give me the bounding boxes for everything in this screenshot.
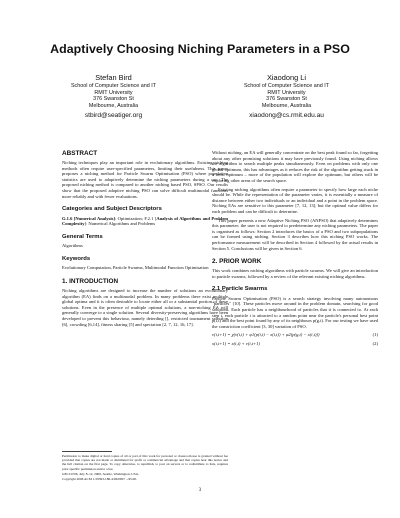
introduction-paragraph: Niching algorithms are designed to increase the number of solutions an evolutionary algorithm (EA) finds on a multimodal problem. In many problems there exist multiple global optima and it is often desirable to locate either all or a substantial portion of these solutions. Even in the presence of multiple optimal solutions, a non-niching EA will generally converge to a single solution. Several diversity-preserving algorithms have been developed to prevent this behaviour, namely deterding [], restricted tournament selection [6], crowding [6,14], fitness sharing [5] and speciation [2, 7, 12, 16, 17]. bbox=[62, 288, 228, 327]
author-affiliation-line: 376 Swanston St bbox=[266, 96, 307, 103]
author-affiliation-line: School of Computer Science and IT bbox=[243, 83, 330, 89]
author-affiliation-line: RMIT University bbox=[267, 89, 306, 96]
right-column bbox=[212, 150, 378, 350]
abstract-heading: ABSTRACT bbox=[62, 150, 98, 157]
venue-text: GECCO'06, July 8–12, 2006, Seattle, Washington, USA. bbox=[62, 471, 139, 476]
introduction-heading: 1. INTRODUCTION bbox=[62, 278, 119, 286]
footnote-rule bbox=[62, 451, 112, 452]
keywords-heading: Keywords bbox=[62, 255, 91, 262]
equation-number: (1) bbox=[372, 332, 378, 338]
equation-number: (2) bbox=[372, 341, 378, 347]
author-email: xiaodong@cs.rmit.edu.au bbox=[249, 111, 324, 119]
paper-title: Adaptively Choosing Niching Parameters in a PSO bbox=[50, 42, 350, 56]
equation-body: x(i,t+1) = x(i,t) + v(i,t+1) bbox=[212, 341, 260, 347]
equation-body: v(i,t+1) = χ(v(i,t) + φ1(p(i,t) − x(i,t)) + φ2(p(g,t) − x(i,t))) bbox=[212, 332, 320, 338]
equation-1 bbox=[212, 332, 378, 341]
author-affiliation-line: School of Computer Science and IT bbox=[70, 83, 157, 89]
keywords-text: Evolutionary Computation, Particle Swarms, Multimodal Function Optimisation bbox=[62, 265, 209, 271]
copyright-text: Copyright 2006 ACM 1-59593-186-4/06/0007 ...$5.00. bbox=[62, 477, 137, 482]
general-terms-text: Algorithms bbox=[62, 243, 83, 249]
copyright-footnote bbox=[62, 451, 228, 482]
ccs-primary-rest: : Optimization; F.2.1 [ bbox=[114, 215, 157, 221]
categories-text bbox=[62, 216, 228, 227]
author-email: stbird@seatiger.org bbox=[84, 111, 143, 119]
page-number: 3 bbox=[198, 488, 202, 493]
ccs-primary: G.1.6 [Numerical Analysis] bbox=[62, 215, 115, 221]
author-name: Stefan Bird bbox=[95, 73, 132, 82]
author-affiliation-line: Melbourne, Australia bbox=[261, 103, 312, 110]
introduction-paragraph: Existing niching algorithms often require a parameter to specify how large each niche should be. While the representation of the parameter varies, it is essentially a measure of distance between either two individuals or an individual and a point in the problem space. Niching EAs are sensitive to this parameter [7, 12, 13], but the optimal value differs for each problem and can be difficult to determine. bbox=[212, 186, 378, 214]
ccs-secondary: Analysis of Algorithms and Problem Complexity bbox=[62, 215, 228, 227]
permission-text: Permission to make digital or hard copies of all or part of this work for personal or classroom use is granted without fee provided that copies are not made or distributed for profit or commercial advantage and that copies bear this notice and the full citation on the first page. To copy otherwise, to republish, to post on servers or to redistribute to lists, requires prior specific permission and/or a fee. bbox=[62, 454, 228, 471]
ccs-secondary-rest: ]: Numerical Algorithms and Problems bbox=[84, 221, 156, 227]
author-affiliation-line: Melbourne, Australia bbox=[88, 103, 139, 110]
general-terms-heading: General Terms bbox=[62, 233, 103, 240]
particle-swarms-text: Particle Swarm Optimisation (PSO) is a search strategy involving many autonomous "particles" [10]. These particles move around in the problem domain, searching for good solutions. Each particle has a neighbourhood of particles that it is connected to. At each step t, each particle i is attracted to a random point near the particle's personal best point p(i,t) and the best point found by any of its neighbours p(g,t). For our testing we have used the constriction coefficient [3, 30] variation of PSO. bbox=[212, 295, 378, 329]
abstract-text: Niching techniques play an important role in evolutionary algorithms. Existing niching methods often require user-specified parameters, limiting their usefulness. This paper proposes a niching method for Particle Swarm Optimisation (PSO) where population statistics are used to adaptively determine the niching parameters during a run. The proposed niching method is compared to another niching based PSO, SPSO. Our results show that the proposed adaptive niching PSO can solve difficult multimodal functions more reliably and with fewer evaluations. bbox=[62, 160, 228, 199]
author-affiliation-line: 376 Swanston St bbox=[93, 96, 134, 103]
equations-block bbox=[212, 332, 378, 350]
author-name: Xiaodong Li bbox=[266, 73, 307, 82]
author-block-2 bbox=[199, 73, 374, 120]
categories-heading: Categories and Subject Descriptors bbox=[62, 206, 162, 213]
equation-2 bbox=[212, 341, 378, 350]
introduction-paragraph: This paper presents a new Adaptive Niching PSO (ANPSO) that adaptively determines this parameter; the user is not required to predetermine any niching parameters. The paper is organised as follows: Section 2 introduces the basics of a PSO and two subpopulations can be formed using niching. Section 3 describes how this niching PSO works. The performance measurement will be described in Section 4 followed by the actual results in Section 5. Conclusions will be given in Section 6. bbox=[212, 217, 378, 251]
author-block-1 bbox=[26, 73, 201, 120]
prior-work-heading: 2. PRIOR WORK bbox=[212, 258, 262, 266]
introduction-paragraph: Without niching, an EA will generally concentrate on the best peak found so far, forgetting about any other promising solutions it may have previously found. Using niching allows the algorithm to search multiple peaks simultaneously. Even on problems with only one global optimum, this has advantages as it reduces the risk of the algorithm getting stuck in a local optimum – more of the population will explore the optimum, but others will be exploring other areas of the search space. bbox=[212, 150, 378, 183]
author-affiliation-line: RMIT University bbox=[94, 89, 133, 96]
prior-work-text: This work combines niching algorithms with particle swarms. We will give an introduction to particle swarms, followed by a review of the relevant existing niching algorithms. bbox=[212, 268, 378, 279]
particle-swarms-heading: 2.1 Particle Swarms bbox=[212, 286, 268, 293]
left-column bbox=[62, 150, 228, 330]
